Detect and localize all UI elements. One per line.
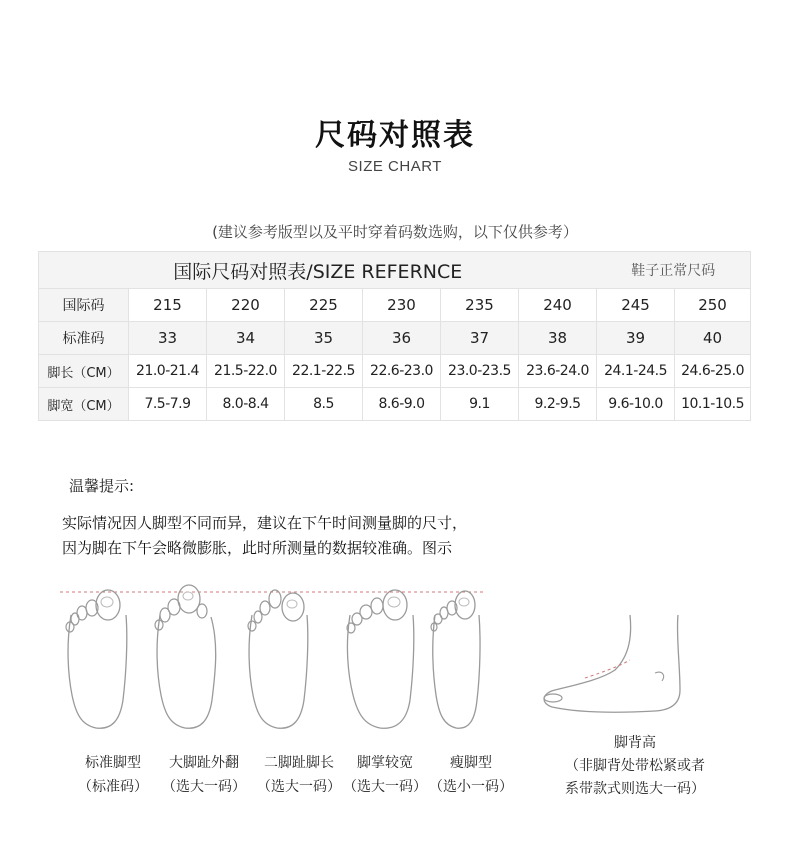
table-cell: 240 xyxy=(519,289,597,322)
table-cell: 225 xyxy=(285,289,363,322)
caption-bunion xyxy=(155,752,253,796)
table-cell: 38 xyxy=(519,322,597,355)
caption-name: 标准脚型 xyxy=(85,755,141,771)
table-cell: 9.6-10.0 xyxy=(597,388,675,421)
caption-wide xyxy=(336,752,434,796)
table-cell: 8.6-9.0 xyxy=(363,388,441,421)
foot-bunion-icon xyxy=(155,585,216,728)
caption-advice-2: 系带款式则选大一码） xyxy=(565,781,705,797)
table-cell: 37 xyxy=(441,322,519,355)
foot-slim-icon xyxy=(431,591,480,728)
foot-second-toe-icon xyxy=(248,590,308,728)
size-chart-table xyxy=(38,251,751,421)
caption-name: 瘦脚型 xyxy=(450,755,492,771)
table-cell: 36 xyxy=(363,322,441,355)
table-row xyxy=(39,388,751,421)
caption-name: 脚掌较宽 xyxy=(357,755,413,771)
table-cell: 7.5-7.9 xyxy=(129,388,207,421)
caption-slim xyxy=(422,752,520,796)
table-cell: 10.1-10.5 xyxy=(675,388,751,421)
foot-high-instep-icon xyxy=(544,615,680,712)
table-cell: 8.5 xyxy=(285,388,363,421)
table-cell: 230 xyxy=(363,289,441,322)
caption-name: 脚背高 xyxy=(614,735,656,751)
tips-line-2: 因为脚在下午会略微膨胀，此时所测量的数据较准确。图示 xyxy=(62,539,453,557)
table-cell: 22.1-22.5 xyxy=(285,355,363,388)
row-label-standard: 标准码 xyxy=(39,322,129,355)
table-cell: 235 xyxy=(441,289,519,322)
foot-wide-icon xyxy=(347,590,414,728)
foot-types-illustration xyxy=(0,575,790,755)
table-cell: 250 xyxy=(675,289,751,322)
caption-name: 大脚趾外翻 xyxy=(169,755,239,771)
table-cell: 33 xyxy=(129,322,207,355)
table-cell: 24.1-24.5 xyxy=(597,355,675,388)
table-cell: 9.1 xyxy=(441,388,519,421)
caption-advice: （选大一码） xyxy=(343,779,427,795)
table-cell: 21.5-22.0 xyxy=(207,355,285,388)
table-row xyxy=(39,355,751,388)
caption-advice: （选大一码） xyxy=(162,779,246,795)
table-cell: 8.0-8.4 xyxy=(207,388,285,421)
table-cell: 21.0-21.4 xyxy=(129,355,207,388)
reference-note: (建议参考版型以及平时穿着码数选购，以下仅供参考） xyxy=(212,223,578,241)
table-cell: 215 xyxy=(129,289,207,322)
foot-standard-icon xyxy=(66,590,127,728)
table-side-label: 鞋子正常尺码 xyxy=(597,252,751,289)
page-subtitle: SIZE CHART xyxy=(348,158,442,175)
table-cell: 220 xyxy=(207,289,285,322)
table-cell: 9.2-9.5 xyxy=(519,388,597,421)
table-cell: 35 xyxy=(285,322,363,355)
table-cell: 23.6-24.0 xyxy=(519,355,597,388)
table-row xyxy=(39,289,751,322)
table-row xyxy=(39,322,751,355)
caption-advice-1: （非脚背处带松紧或者 xyxy=(565,758,705,774)
tips-line-1: 实际情况因人脚型不同而异，建议在下午时间测量脚的尺寸， xyxy=(62,514,468,532)
table-cell: 40 xyxy=(675,322,751,355)
table-cell: 39 xyxy=(597,322,675,355)
caption-second-toe xyxy=(250,752,348,796)
row-label-foot-length: 脚长（CM） xyxy=(39,355,129,388)
table-cell: 24.6-25.0 xyxy=(675,355,751,388)
caption-name: 二脚趾脚长 xyxy=(264,755,334,771)
page-title: 尺码对照表 xyxy=(315,118,475,153)
caption-high-instep xyxy=(540,732,730,798)
table-title: 国际尺码对照表/SIZE REFERNCE xyxy=(39,252,597,289)
table-cell: 245 xyxy=(597,289,675,322)
tips-heading: 温馨提示: xyxy=(69,477,135,495)
row-label-foot-width: 脚宽（CM） xyxy=(39,388,129,421)
caption-advice: （选大一码） xyxy=(257,779,341,795)
row-label-international: 国际码 xyxy=(39,289,129,322)
table-cell: 22.6-23.0 xyxy=(363,355,441,388)
caption-standard xyxy=(68,752,158,796)
caption-advice: （标准码） xyxy=(78,779,148,795)
table-cell: 23.0-23.5 xyxy=(441,355,519,388)
table-header-row xyxy=(39,252,751,289)
caption-advice: （选小一码） xyxy=(429,779,513,795)
table-cell: 34 xyxy=(207,322,285,355)
